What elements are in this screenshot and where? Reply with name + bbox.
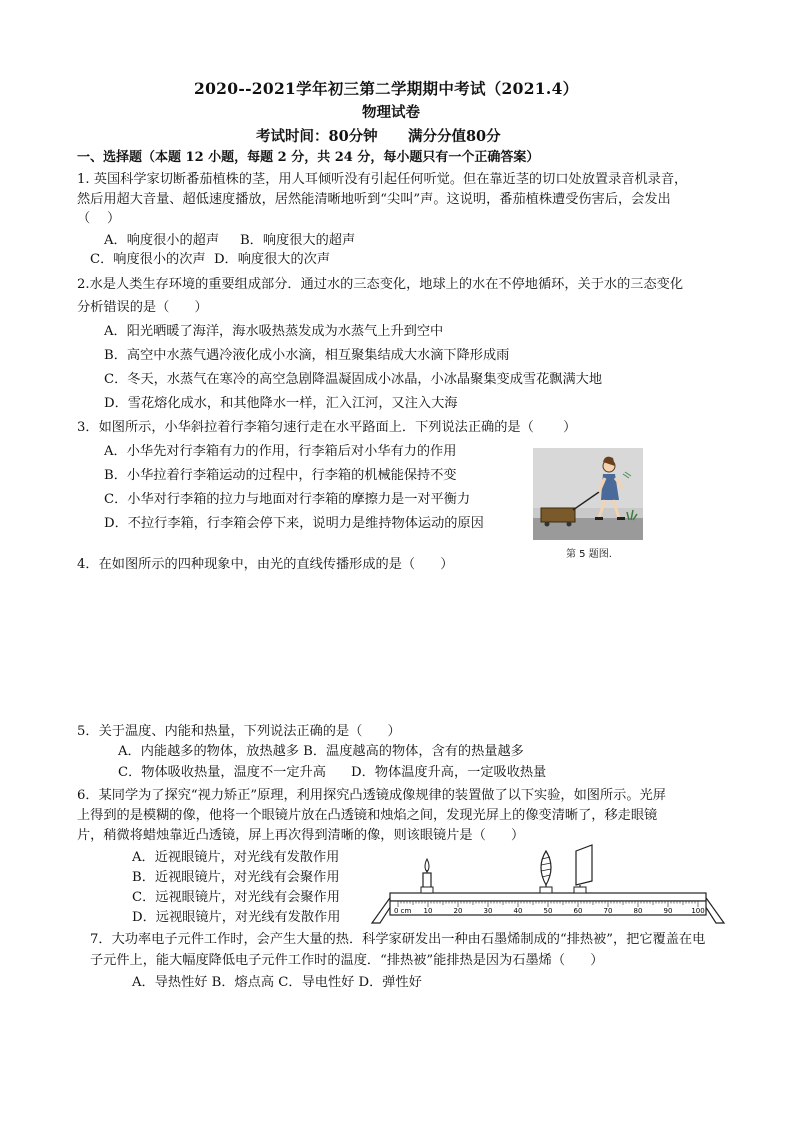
q4-line1: 4．在如图所示的四种现象中，由光的直线传播形成的是（ ） (77, 557, 454, 572)
q6-line3: 片，稍微将蜡烛靠近凸透镜，屏上再次得到清晰的像，则该眼镜片是（ ） (77, 828, 525, 843)
q3-figure (533, 448, 643, 540)
q3-line1: 3．如图所示，小华斜拉着行李箱匀速行走在水平路面上．下列说法正确的是（ ） (77, 420, 577, 435)
q5-options-cd: C．物体吸收热量，温度不一定升高 D．物体温度升高，一定吸收热量 (118, 765, 547, 780)
q1-line3: （ ） (77, 211, 121, 226)
q3-option-a: A．小华先对行李箱有力的作用，行李箱后对小华有力的作用 (104, 444, 457, 459)
ruler-tick-label: 10 (423, 907, 433, 915)
q6-option-b: B．近视眼镜片，对光线有会聚作用 (132, 870, 340, 885)
ruler-tick-label: 20 (453, 907, 463, 915)
q3-figure-caption: 第 5 题图. (566, 549, 612, 560)
q6-line1: 6．某同学为了探究“视力矫正”原理，利用探究凸透镜成像规律的装置做了以下实验，如图所示。光屏 (77, 788, 666, 803)
q1-options-cd: C．响度很小的次声 D．响度很大的次声 (90, 252, 331, 267)
q6-option-d: D．远视眼镜片，对光线有发散作用 (132, 910, 341, 925)
q3-option-d: D．不拉行李箱，行李箱会停下来，说明力是维持物体运动的原因 (104, 516, 484, 531)
q1-options-ab: A．响度很小的超声 B．响度很大的超声 (104, 233, 356, 248)
ruler-tick-label: 40 (513, 907, 523, 915)
q5-options-ab: A．内能越多的物体，放热越多 B．温度越高的物体，含有的热量越多 (118, 744, 524, 759)
ruler-tick-label: 90 (663, 907, 673, 915)
q2-line1: 2.水是人类生存环境的重要组成部分．通过水的三态变化，地球上的水在不停地循环，关于水的三态变化 (77, 277, 684, 292)
q2-option-a: A．阳光晒暖了海洋，海水吸热蒸发成为水蒸气上升到空中 (104, 324, 444, 339)
q3-option-b: B．小华拉着行李箱运动的过程中，行李箱的机械能保持不变 (104, 468, 457, 483)
q6-option-c: C．远视眼镜片，对光线有会聚作用 (132, 890, 340, 905)
q2-option-d: D．雪花熔化成水，和其他降水一样，汇入江河，又注入大海 (104, 396, 458, 411)
q6-optical-bench-figure (368, 843, 728, 925)
q6-line2: 上得到的是模糊的像，他将一个眼镜片放在凸透镜和烛焰之间，发现光屏上的像变清晰了，移走眼镜 (77, 808, 658, 823)
section-heading: 一、选择题（本题 12 小题，每题 2 分，共 24 分，每小题只有一个正确答案） (77, 150, 540, 165)
q2-option-b: B．高空中水蒸气遇冷液化成小水滴，相互聚集结成大水滴下降形成雨 (104, 348, 510, 363)
q2-option-c: C．冬天，水蒸气在寒冷的高空急剧降温凝固成小冰晶，小冰晶聚集变成雪花飘满大地 (104, 372, 603, 387)
exam-time-info: 考试时间：80分钟 满分分值80分 (256, 128, 501, 145)
q6-option-a: A．近视眼镜片，对光线有发散作用 (132, 850, 340, 865)
ruler-tick-label: 70 (603, 907, 613, 915)
ruler-tick-label: 50 (543, 907, 553, 915)
q7-line1: 7．大功率电子元件工作时，会产生大量的热．科学家研发出一种由石墨烯制成的“排热被”，把它覆盖在电 (90, 932, 706, 947)
ruler-tick-label: 80 (633, 907, 643, 915)
exam-subject: 物理试卷 (362, 104, 420, 121)
ruler-tick-label: 100 (691, 907, 705, 915)
q1-line1: 1. 英国科学家切断番茄植株的茎，用人耳倾听没有引起任何听觉。但在靠近茎的切口处放置录音机录音， (77, 172, 688, 187)
q7-line2: 子元件上，能大幅度降低电子元件工作时的温度．“排热被”能排热是因为石墨烯（ ） (90, 953, 604, 968)
ruler-tick-label: 60 (573, 907, 583, 915)
ruler-tick-label: 0 cm (394, 907, 412, 915)
q5-line1: 5．关于温度、内能和热量，下列说法正确的是（ ） (77, 724, 401, 739)
ruler-tick-label: 30 (483, 907, 493, 915)
q1-line2: 然后用超大音量、超低速度播放，居然能清晰地听到“尖叫”声。这说明，番茄植株遭受伤害后，会发出 (77, 192, 671, 207)
q2-line2: 分析错误的是（ ） (77, 300, 208, 315)
exam-title: 2020--2021学年初三第二学期期中考试（2021.4） (194, 79, 579, 98)
q7-options: A．导热性好 B．熔点高 C．导电性好 D．弹性好 (132, 975, 422, 990)
q3-option-c: C．小华对行李箱的拉力与地面对行李箱的摩擦力是一对平衡力 (104, 492, 471, 507)
